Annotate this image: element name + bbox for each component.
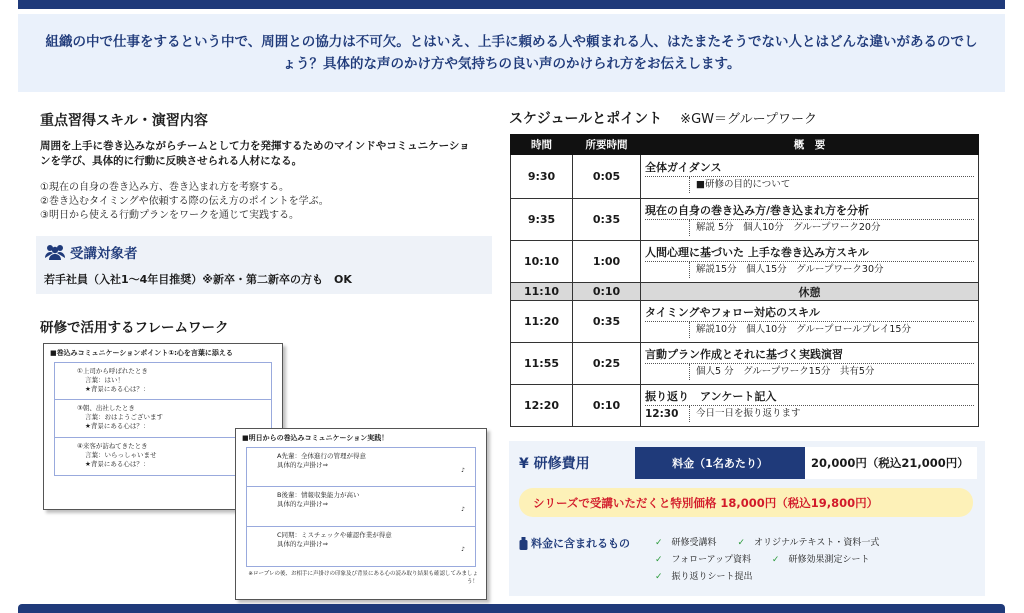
check-icon: ✓ [655, 572, 663, 582]
note-mark: ♪ [461, 546, 465, 553]
includes-heading [519, 535, 630, 551]
fee-value: 20,000円（税込21,000円） [805, 447, 977, 479]
row-detail: 解説15分 個人15分 グループワーク30分 [689, 262, 974, 278]
framework-card-2 [235, 428, 487, 600]
box-line: 言葉：はい！ [85, 376, 124, 384]
box-line: ①上司から呼ばれたとき [77, 367, 148, 375]
card-box [246, 447, 476, 487]
include-item [737, 535, 888, 552]
row-break-title: 休憩 [641, 283, 979, 301]
table-row-break [511, 283, 979, 301]
row-detail: 解説10分 個人10分 グループロールプレイ15分 [689, 322, 974, 338]
row-detail: ■研修の目的について [689, 177, 974, 193]
note-mark: ♪ [461, 506, 465, 513]
intro-text: 組織の中で仕事をするという中で、周囲との協力は不可欠。とはいえ、上手に頼める人や頼まれる人、はたまたそうでない人とはどんな違いがあるのでしょう？具体的な声のかけ方や気持ちの良い声のかけられ方をお伝えします。 [45, 34, 978, 72]
intro-banner [18, 14, 1005, 92]
schedule-heading: スケジュールとポイント [509, 111, 663, 127]
box-line: ★背景にある心は？： [85, 385, 150, 393]
row-duration: 0:10 [573, 283, 641, 301]
card-title: ■巻込みコミュニケーションポイント①:心を言葉に添える [50, 349, 233, 357]
series-price-banner: シリーズで受講いただくと特別価格 18,000円（税込19,800円） [519, 488, 973, 517]
box-line: B後輩：情報収集能力が高い [277, 491, 360, 499]
include-item-label: 研修受講料 [671, 538, 717, 548]
row-overview [641, 301, 979, 343]
include-item [772, 552, 879, 569]
col-overview: 概 要 [641, 135, 979, 155]
row-time: 10:10 [511, 241, 573, 283]
row-duration: 0:05 [573, 155, 641, 199]
box-line: ④来客が訪ねてきたとき [77, 442, 148, 450]
includes-label: 料金に含まれるもの [531, 537, 630, 550]
box-line: 言葉：おはようございます [85, 413, 163, 421]
check-icon: ✓ [655, 538, 663, 548]
table-row [511, 385, 979, 427]
schedule-table [510, 134, 979, 427]
row-title: 振り返り アンケート記入 [645, 389, 974, 406]
table-row [511, 155, 979, 199]
schedule-note: ※GW＝グループワーク [680, 112, 817, 127]
schedule-header-row [511, 135, 979, 155]
card-box [246, 487, 476, 527]
skills-heading: 重点習得スキル・演習内容 [40, 113, 208, 129]
row-duration: 0:35 [573, 199, 641, 241]
include-item-label: 研修効果測定シート [788, 555, 870, 565]
row-overview [641, 343, 979, 385]
card-title: ■明日からの巻込みコミュニケーション実践！ [242, 434, 389, 442]
skill-point: ①現在の自身の巻き込み方、巻き込まれ方を考察する。 [40, 182, 289, 193]
target-body: 若手社員（入社1〜4年目推奨）※新卒・第二新卒の方も OK [44, 273, 352, 286]
row-duration: 0:25 [573, 343, 641, 385]
skills-points [40, 181, 480, 223]
box-line: ★背景にある心は？： [85, 422, 150, 430]
include-item [655, 552, 760, 569]
skills-lead: 周囲を上手に巻き込みながらチームとして力を発揮するためのマインドやコミュニケーションを学び、具体的に行動に反映させられる人材になる。 [40, 140, 470, 167]
row-duration: 0:10 [573, 385, 641, 427]
box-line: 具体的な声掛け⇒ [277, 500, 328, 508]
box-line: A先輩：全体進行の管理が得意 [277, 452, 366, 460]
fee-panel [509, 441, 985, 596]
table-row [511, 199, 979, 241]
box-line: C同期：ミスチェックや確認作業が得意 [277, 531, 392, 539]
box-line: ③朝、出社したとき [77, 404, 135, 412]
row-title: 全体ガイダンス [645, 160, 974, 177]
schedule-heading-wrap [509, 108, 817, 128]
row-overview [641, 385, 979, 427]
box-line: 具体的な声掛け⇒ [277, 540, 328, 548]
row-time: 11:20 [511, 301, 573, 343]
bottom-bar [18, 604, 1005, 613]
col-duration: 所要時間 [573, 135, 641, 155]
row-time: 9:35 [511, 199, 573, 241]
fee-heading: ¥ 研修費用 [519, 456, 590, 472]
include-item-label: フォローアップ資料 [671, 555, 752, 565]
row-overview [641, 199, 979, 241]
row-detail: 解説 5分 個人10分 グループワーク20分 [689, 220, 974, 236]
check-icon: ✓ [655, 555, 663, 565]
table-row [511, 301, 979, 343]
card-note: ※ロープレの後、お相手に声掛けの印象及び背景にある心の読み取り結果も確認してみましょう！ [248, 571, 478, 585]
include-item-label: 振り返りシート提出 [671, 572, 753, 582]
row-title: 言動プラン作成とそれに基づく実践演習 [645, 347, 974, 364]
skill-point: ②巻き込むタイミングや依頼する際の伝え方のポイントを学ぶ。 [40, 196, 329, 207]
includes-list [655, 535, 985, 586]
row-title: タイミングやフォロー対応のスキル [645, 305, 974, 322]
bottle-icon [519, 537, 528, 550]
row-overview [641, 241, 979, 283]
box-line: ★背景にある心は？： [85, 460, 150, 468]
row-detail-text: 今日一日を振り返ります [689, 406, 801, 422]
target-heading: 受講対象者 [70, 246, 138, 262]
people-icon [44, 244, 66, 260]
check-icon: ✓ [737, 538, 745, 548]
card-box [54, 362, 272, 400]
row-time: 11:55 [511, 343, 573, 385]
row-time: 9:30 [511, 155, 573, 199]
row-detail-time: 12:30 [645, 408, 679, 420]
include-item-label: オリジナルテキスト・資料一式 [753, 538, 880, 548]
box-line: 言葉：いらっしゃいませ [85, 451, 157, 459]
framework-heading: 研修で活用するフレームワーク [40, 320, 229, 336]
include-item [655, 535, 726, 552]
row-overview [641, 155, 979, 199]
note-mark: ♪ [461, 467, 465, 474]
table-row [511, 241, 979, 283]
row-title: 現在の自身の巻き込み方/巻き込まれ方を分析 [645, 203, 974, 220]
row-detail: 個人5 分 グループワーク15分 共有5分 [689, 364, 974, 380]
include-item [655, 569, 762, 586]
row-duration: 0:35 [573, 301, 641, 343]
fee-label: 料金（1名あたり） [635, 447, 805, 479]
row-title: 人間心理に基づいた 上手な巻き込み方スキル [645, 245, 974, 262]
table-row [511, 343, 979, 385]
row-detail [645, 406, 974, 422]
card-box [246, 527, 476, 567]
row-time: 11:10 [511, 283, 573, 301]
skill-point: ③明日から使える行動プランをワークを通じて実践する。 [40, 210, 299, 221]
top-banner-bar [18, 0, 1005, 9]
target-audience-box [36, 236, 492, 294]
check-icon: ✓ [771, 555, 780, 565]
row-time: 12:20 [511, 385, 573, 427]
row-duration: 1:00 [573, 241, 641, 283]
col-time: 時間 [511, 135, 573, 155]
box-line: 具体的な声掛け⇒ [277, 461, 328, 469]
